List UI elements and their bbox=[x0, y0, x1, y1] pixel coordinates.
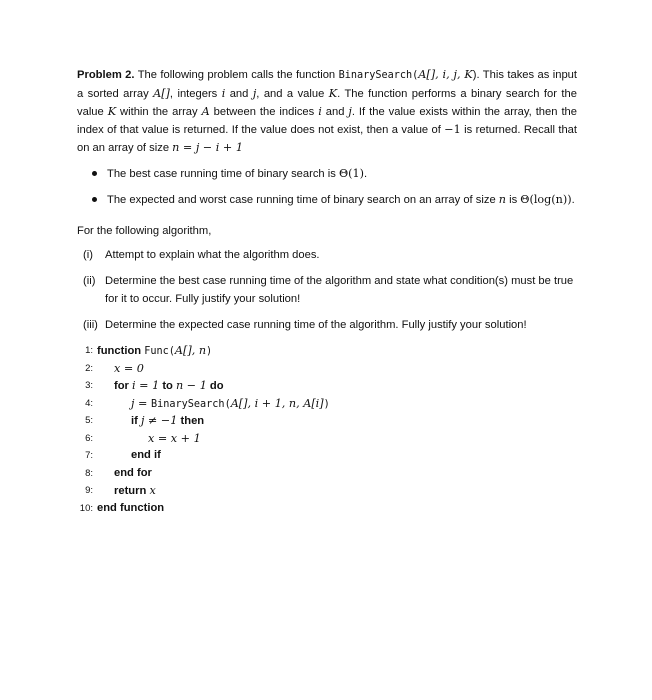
line-number: 9: bbox=[85, 485, 93, 496]
statement: x bbox=[149, 484, 156, 497]
line-number: 5: bbox=[85, 415, 93, 426]
question-text: Attempt to explain what the algorithm does. bbox=[105, 249, 320, 261]
math-var: K bbox=[107, 105, 117, 118]
problem-page bbox=[77, 66, 577, 517]
bullet-text: The best case running time of binary search is bbox=[107, 168, 339, 180]
math-var: A bbox=[201, 105, 210, 118]
function-name: Func( bbox=[144, 346, 175, 357]
problem-text: and bbox=[321, 106, 349, 118]
bullet-item bbox=[77, 191, 577, 217]
keyword: end if bbox=[131, 449, 161, 461]
problem-text: , and a value bbox=[256, 88, 329, 100]
line-number: 6: bbox=[85, 432, 93, 444]
algorithm-line bbox=[77, 447, 577, 465]
problem-label: Problem 2. bbox=[77, 69, 135, 81]
math-var: i bbox=[221, 87, 226, 100]
algorithm-line bbox=[77, 360, 577, 378]
bullet-list bbox=[77, 165, 577, 217]
function-close: ) bbox=[323, 398, 330, 410]
algorithm-line bbox=[77, 430, 577, 448]
bullet-text: The expected and worst case running time of binary search on an array of size bbox=[107, 194, 499, 206]
math-expression: n = j − i + 1 bbox=[172, 141, 243, 154]
algorithm-line bbox=[77, 465, 577, 483]
algorithm-intro: For the following algorithm, bbox=[77, 225, 212, 237]
statement: x = 0 bbox=[114, 361, 144, 375]
bullet-item bbox=[77, 165, 577, 191]
keyword: then bbox=[180, 415, 205, 427]
keyword: do bbox=[209, 380, 224, 392]
line-number: 8: bbox=[85, 467, 93, 479]
keyword: if bbox=[131, 415, 138, 427]
function-args: A[], i + 1, n, A[i] bbox=[230, 396, 324, 410]
keyword: end function bbox=[97, 501, 165, 514]
math-var: i bbox=[318, 105, 322, 118]
problem-text: is returned. Recall that on an array of size bbox=[77, 124, 577, 154]
problem-text: between the indices bbox=[209, 106, 319, 118]
statement: j = bbox=[131, 396, 151, 410]
math-expression: Θ(log(n)) bbox=[520, 193, 572, 206]
problem-text: within the array bbox=[116, 106, 202, 118]
keyword: end for bbox=[114, 466, 152, 479]
function-close: ) bbox=[206, 346, 213, 357]
keyword: function bbox=[97, 345, 142, 357]
function-args: A[], i, j, K bbox=[418, 68, 473, 81]
line-number: 3: bbox=[85, 380, 93, 391]
math-var: n bbox=[498, 193, 506, 206]
line-number: 10: bbox=[79, 502, 93, 514]
math-expression: Θ(1) bbox=[338, 167, 364, 180]
statement: n − 1 bbox=[176, 379, 207, 392]
problem-text: . If the value exists within the array, then the index of that value is returned. If the value does not exist, then a value of bbox=[77, 106, 577, 136]
algorithm-line bbox=[77, 342, 577, 360]
problem-text: ). This takes as input a sorted array bbox=[77, 69, 578, 100]
line-number: 7: bbox=[85, 450, 93, 461]
math-var: j bbox=[252, 87, 257, 100]
algorithm-line bbox=[77, 412, 577, 430]
keyword: for bbox=[114, 380, 129, 392]
statement: i = 1 bbox=[132, 379, 160, 392]
bullet-icon bbox=[92, 171, 97, 176]
question-item bbox=[83, 316, 577, 334]
question-item bbox=[83, 272, 577, 308]
question-text: Determine the best case running time of the algorithm and state what condition(s) must be true for it to occur. Fully justify your solution! bbox=[105, 275, 574, 305]
keyword: to bbox=[162, 380, 173, 392]
problem-statement bbox=[77, 66, 577, 157]
bullet-tail: . bbox=[363, 168, 368, 180]
problem-text: and bbox=[225, 88, 253, 100]
math-var: j bbox=[348, 105, 352, 118]
algorithm-listing bbox=[77, 342, 577, 517]
statement: x = x + 1 bbox=[148, 431, 201, 445]
question-number: (i) bbox=[83, 249, 93, 261]
question-number: (iii) bbox=[83, 319, 98, 331]
algorithm-line bbox=[77, 482, 577, 500]
function-name: BinarySearch( bbox=[338, 70, 419, 81]
bullet-icon bbox=[92, 197, 97, 202]
problem-text: , integers bbox=[169, 88, 222, 100]
statement: j ≠ −1 bbox=[140, 414, 178, 427]
math-value: −1 bbox=[444, 123, 461, 136]
algorithm-line bbox=[77, 500, 577, 518]
question-item bbox=[83, 246, 577, 264]
problem-text: . The function performs a binary search for the value bbox=[77, 88, 577, 118]
line-number: 4: bbox=[85, 397, 93, 409]
problem-text: The following problem calls the function bbox=[134, 69, 339, 81]
algorithm-line bbox=[77, 377, 577, 395]
algorithm-line bbox=[77, 395, 577, 413]
bullet-tail: . bbox=[571, 194, 575, 206]
math-var: K bbox=[328, 87, 338, 100]
keyword: return bbox=[114, 485, 147, 497]
line-number: 2: bbox=[85, 362, 93, 374]
function-name: BinarySearch( bbox=[150, 398, 231, 410]
question-number: (ii) bbox=[83, 275, 96, 287]
question-text: Determine the expected case running time of the algorithm. Fully justify your solution! bbox=[105, 319, 527, 331]
bullet-text: is bbox=[506, 194, 521, 206]
function-args: A[], n bbox=[174, 344, 207, 357]
question-list bbox=[77, 246, 577, 334]
line-number: 1: bbox=[85, 345, 93, 356]
math-array: A[] bbox=[153, 87, 170, 100]
